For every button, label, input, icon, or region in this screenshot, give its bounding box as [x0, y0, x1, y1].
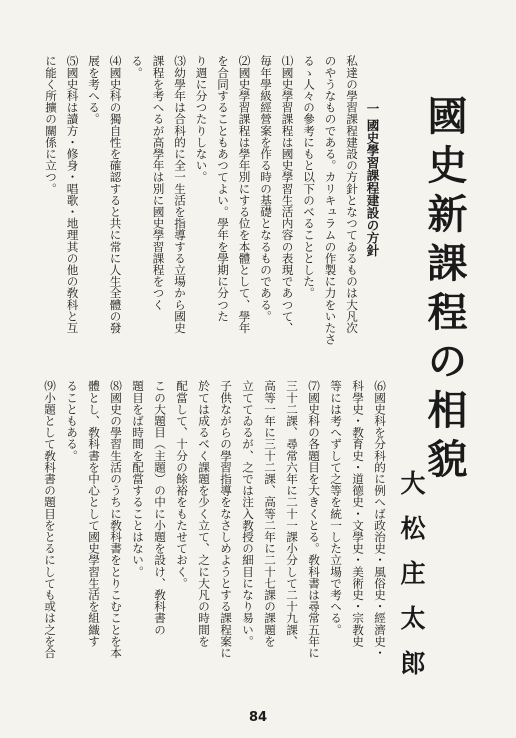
text-line: 展を考へる。: [87, 55, 101, 125]
text-line: 私達の學習課程建設の方針となつてゐるものは大凡次: [345, 55, 359, 334]
text-line: 科學史・教育史・道德史・文學史・美術史・宗教史: [351, 380, 365, 647]
text-line: る。: [130, 55, 144, 79]
text-line: 三十二課、尋常六年に二十一課小分して二十九課、: [285, 380, 299, 647]
text-line: に能く所擴の關係に立つ。: [44, 55, 58, 195]
text-line: のやうなものである。カリキュラムの作製に力をいたさ: [323, 55, 338, 345]
text-line: 於ては成るべく課題を少く立て、之に大凡の時間を: [197, 380, 211, 647]
text-line: 毎年學級經營案を作る時の基礎となるものである。: [259, 55, 273, 322]
text-line: ⑼小題として敎科書の題目をとるにしても或は之を合: [43, 380, 57, 659]
text-line: り週に分つたりしない。: [194, 55, 209, 183]
text-line: を合同することもあつてよい。學年を學期に分つた: [216, 55, 230, 322]
text-line: 配當して、十分の餘裕をもたせておく。: [175, 380, 189, 589]
text-line: この大題目（主題）の中に小題を設け、敎科書の: [153, 380, 167, 636]
text-line: ⑵國史學習課程は學年別にする位を本體として、學年: [237, 55, 252, 334]
text-line: 高等一年に三十二課、高等二年に二十七課の課題を: [263, 380, 277, 647]
text-line: 子供ながらの學習指導をなさしめようとする課程案に: [219, 380, 233, 659]
text-line: るゝ人々の參考にもと以下のべることとした。: [302, 55, 316, 299]
text-line: ⑹國史科を分科的に例へば政治史・風俗史・經濟史・: [373, 380, 387, 659]
author-name: 大松庄太郎: [397, 470, 426, 695]
text-line: 課程を考へるが高學年は別に國史學習課程をつく: [151, 55, 166, 311]
text-line: ⑶幼學年は合科的に全一生活を指導する立場から國史: [173, 55, 187, 334]
page-number: 84: [248, 710, 268, 725]
text-line: ⑴國史學習課程は國史學習生活内容の表現であつて、: [280, 55, 295, 334]
text-line: 等には考へずして之等を統一した立場で考へる。: [329, 380, 343, 636]
text-line: 題目をば時間を配當することはない。: [131, 380, 145, 578]
text-line: ⑺國史科の各題目を大きくとる。敎科書は尋常五年に: [307, 380, 321, 659]
text-line: ⑸國史科は讀方・修身・唱歌・地理其の他の敎科と互: [65, 55, 80, 334]
text-line: 立ててゐるが、之では注入教授の細目になり易い。: [241, 380, 255, 647]
text-line: ることもある。: [65, 380, 79, 462]
text-line: ⑻國史の學習生活のうちに敎科書をとりこむことを本: [109, 380, 123, 659]
section-heading: 一 國史學習課程建設の方針: [365, 102, 380, 257]
article-title: 國史新課程の相貌: [421, 95, 468, 487]
text-line: ⑷國史科の獨自性を確認すると共に常に人生全體の發: [108, 55, 123, 334]
text-line: 體とし、敎科書を中心として國史學習生活を組織す: [87, 380, 101, 647]
